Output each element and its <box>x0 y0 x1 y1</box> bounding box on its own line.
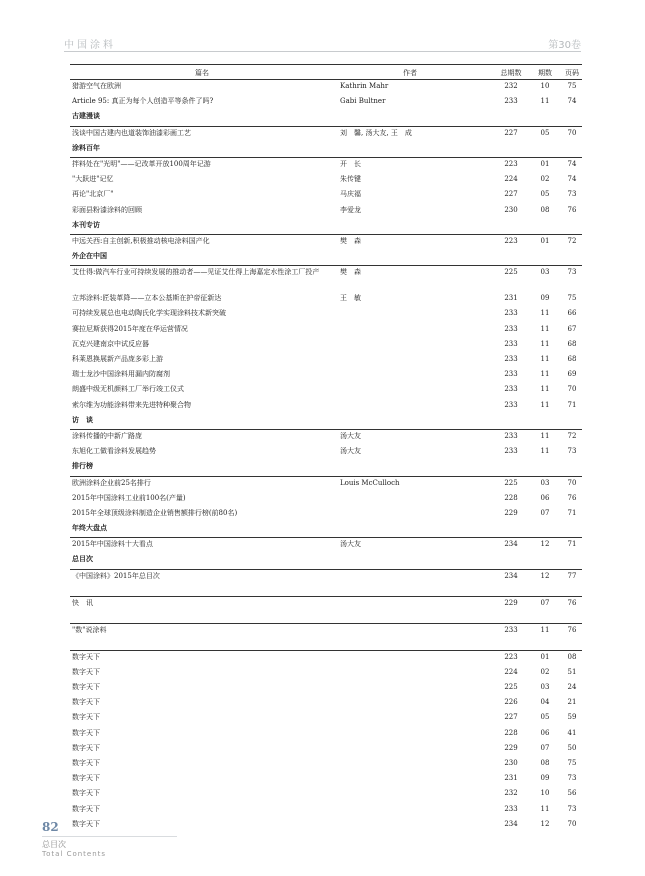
article-issue: 11 <box>540 324 550 333</box>
section-title: 年终大盘点 <box>72 524 107 533</box>
table-row <box>70 265 582 292</box>
article-author: 汤大友 <box>340 540 361 549</box>
col-issue-header: 期数 <box>538 69 552 77</box>
table-row <box>70 204 582 219</box>
section-title: 排行榜 <box>72 462 93 471</box>
article-total-issue: 231 <box>504 774 518 783</box>
article-total-issue: 229 <box>504 743 518 752</box>
article-author: 王 敏 <box>340 294 361 303</box>
article-page: 72 <box>567 236 577 245</box>
article-title: 瑞士龙沙中国涂料用漏内防腐剂 <box>72 370 170 379</box>
article-total-issue: 227 <box>504 190 518 199</box>
article-issue: 06 <box>540 493 550 502</box>
article-title: 快 讯 <box>72 598 93 607</box>
table-row <box>70 596 582 623</box>
table-row <box>70 650 582 666</box>
article-issue: 11 <box>540 355 550 363</box>
article-title: 彩面县粉漆涂料的回顾 <box>72 205 142 214</box>
article-issue: 11 <box>540 309 550 318</box>
table-row <box>70 727 582 742</box>
article-issue: 11 <box>540 97 550 106</box>
article-page: 77 <box>567 571 577 580</box>
article-issue: 03 <box>540 683 550 691</box>
article-page: 75 <box>567 758 577 767</box>
article-title: 涂料传播的中新广路庞 <box>72 431 142 440</box>
article-issue: 08 <box>540 758 550 767</box>
article-page: 76 <box>567 625 577 634</box>
article-author: 刘 馨, 汤大友, 王 成 <box>340 128 412 137</box>
article-total-issue: 229 <box>504 508 518 517</box>
table-row <box>70 353 582 368</box>
article-issue: 02 <box>540 175 550 184</box>
article-page: 76 <box>567 493 577 502</box>
article-page: 71 <box>567 508 577 517</box>
table-row <box>70 492 582 507</box>
table-row <box>70 173 582 188</box>
article-title: 数字天下 <box>72 698 100 707</box>
article-page: 59 <box>567 713 577 722</box>
article-title: 数字天下 <box>72 713 100 722</box>
article-page: 68 <box>567 355 577 363</box>
article-issue: 05 <box>540 128 550 137</box>
col-author-header: 作者 <box>403 69 417 77</box>
article-author: 李爱龙 <box>340 205 361 214</box>
table-header <box>70 64 582 80</box>
article-issue: 11 <box>540 400 550 409</box>
article-author: 汤大友 <box>340 431 361 440</box>
article-total-issue: 228 <box>504 728 518 737</box>
article-page: 66 <box>567 309 577 318</box>
article-total-issue: 223 <box>504 652 518 661</box>
article-page: 74 <box>567 159 577 168</box>
article-author: Gabi Bultner <box>340 97 386 106</box>
article-page: 68 <box>567 339 577 348</box>
article-page: 08 <box>567 652 577 661</box>
footer-section-title: 总目次 <box>42 840 66 849</box>
article-title: 2015年中国涂料十大看点 <box>72 540 153 549</box>
article-issue: 05 <box>540 713 550 722</box>
section-heading-row <box>70 219 582 234</box>
article-page: 73 <box>567 268 577 277</box>
article-title: 东旭化工做看涂料发展趋势 <box>72 447 156 456</box>
table-row <box>70 507 582 522</box>
article-title: 猎游空气在欧洲 <box>72 82 121 90</box>
article-total-issue: 224 <box>504 175 518 184</box>
article-total-issue: 223 <box>504 159 518 168</box>
article-total-issue: 233 <box>504 431 518 440</box>
table-row <box>70 292 582 307</box>
table-row <box>70 80 582 95</box>
article-title: 数字天下 <box>72 804 100 813</box>
article-title: 欧洲涂料企业前25名排行 <box>72 478 151 487</box>
article-title: 可持续发展总也电动陶氏化学实现涂料技术新突破 <box>72 309 226 318</box>
article-total-issue: 225 <box>504 268 518 277</box>
table-body <box>70 80 582 833</box>
article-title: 瓦克兴建南京中试反应器 <box>72 339 149 348</box>
article-page: 71 <box>567 540 577 549</box>
table-row <box>70 772 582 787</box>
article-title: 中远关西:自主创新,积极推动核电涂料国产化 <box>72 236 210 245</box>
article-total-issue: 233 <box>504 385 518 394</box>
section-heading-row <box>70 110 582 125</box>
table-row <box>70 742 582 757</box>
article-page: 70 <box>567 385 577 394</box>
article-author: Kathrin Mahr <box>340 82 389 90</box>
article-title: 艾仕得:做汽车行业可持续发展的推动者——见证艾仕得上海嘉定水性涂工厂投产 <box>72 268 320 277</box>
article-title: 索尔维为功能涂料带来先进特种聚合物 <box>72 400 191 409</box>
article-total-issue: 227 <box>504 128 518 137</box>
article-page: 50 <box>567 743 577 752</box>
table-row <box>70 323 582 338</box>
article-total-issue: 233 <box>504 309 518 318</box>
section-title: 涂料百年 <box>72 143 100 152</box>
table-row <box>70 666 582 681</box>
section-title: 访 谈 <box>72 415 93 424</box>
article-author: 开 长 <box>340 159 361 168</box>
article-total-issue: 229 <box>504 598 518 607</box>
article-issue: 07 <box>540 508 550 517</box>
article-title: 数字天下 <box>72 728 100 737</box>
article-issue: 07 <box>540 743 550 752</box>
col-vol-header: 总期数 <box>500 69 522 77</box>
article-total-issue: 227 <box>504 713 518 722</box>
article-issue: 11 <box>540 339 550 348</box>
table-row <box>70 399 582 414</box>
article-total-issue: 232 <box>504 82 518 90</box>
article-title: 数字天下 <box>72 667 100 676</box>
article-page: 71 <box>567 400 577 409</box>
article-total-issue: 230 <box>504 205 518 214</box>
table-row <box>70 711 582 726</box>
article-page: 24 <box>567 683 577 691</box>
article-page: 41 <box>567 728 577 737</box>
article-total-issue: 232 <box>504 789 518 798</box>
table-row <box>70 681 582 696</box>
article-total-issue: 234 <box>504 571 518 580</box>
article-issue: 12 <box>540 819 550 828</box>
table-row <box>70 383 582 398</box>
article-issue: 11 <box>540 431 550 440</box>
article-page: 21 <box>567 698 577 707</box>
section-title: 总目次 <box>72 555 93 564</box>
article-issue: 10 <box>540 789 550 798</box>
article-issue: 11 <box>540 625 550 634</box>
article-title: 2015年中国涂料工业前100名(产量) <box>72 493 186 502</box>
section-heading-row <box>70 460 582 475</box>
article-total-issue: 226 <box>504 698 518 707</box>
section-title: 外企在中国 <box>72 252 107 261</box>
page-header <box>64 36 581 50</box>
article-title: 科莱恩换展新产品庞多彩上游 <box>72 355 163 363</box>
article-total-issue: 233 <box>504 625 518 634</box>
article-title: 2015年全球顶级涂料制造企业销售额排行榜(前80名) <box>72 508 238 517</box>
article-title: 浅谈中国古建内也道装饰油漆彩画工艺 <box>72 128 191 137</box>
article-total-issue: 233 <box>504 804 518 813</box>
article-issue: 01 <box>540 236 550 245</box>
article-page: 56 <box>567 789 577 798</box>
article-title: 数字天下 <box>72 758 100 767</box>
table-row <box>70 696 582 711</box>
table-row <box>70 757 582 772</box>
article-total-issue: 234 <box>504 540 518 549</box>
table-row <box>70 234 582 250</box>
article-issue: 09 <box>540 774 550 783</box>
page-number: 82 <box>42 820 59 834</box>
section-title: 本刊专访 <box>72 220 100 229</box>
footer-section-subtitle: Total Contents <box>42 850 107 858</box>
article-page: 67 <box>567 324 577 333</box>
article-issue: 03 <box>540 478 550 487</box>
article-page: 75 <box>567 294 577 303</box>
article-issue: 04 <box>540 698 550 707</box>
article-author: Louis McCulloch <box>340 478 400 487</box>
article-issue: 07 <box>540 598 550 607</box>
article-title: 数字天下 <box>72 789 100 798</box>
table-row <box>70 188 582 203</box>
section-heading-row <box>70 522 582 537</box>
footer-divider <box>42 836 177 837</box>
table-row <box>70 157 582 173</box>
table-row <box>70 569 582 596</box>
table-row <box>70 368 582 383</box>
article-title: 数字天下 <box>72 743 100 752</box>
section-heading-row <box>70 250 582 265</box>
article-issue: 12 <box>540 540 550 549</box>
article-author: 樊 森 <box>340 268 361 277</box>
section-title: 古建漫谈 <box>72 112 100 121</box>
header-divider <box>64 51 581 52</box>
article-page: 75 <box>567 82 577 90</box>
article-title: "大跃进"记忆 <box>72 175 114 184</box>
section-heading-row <box>70 142 582 157</box>
article-title: 数字天下 <box>72 774 100 783</box>
article-total-issue: 233 <box>504 339 518 348</box>
section-heading-row <box>70 553 582 568</box>
article-issue: 12 <box>540 571 550 580</box>
article-title: 《中国涂料》2015年总目次 <box>72 571 160 580</box>
article-page: 74 <box>567 97 577 106</box>
article-total-issue: 228 <box>504 493 518 502</box>
table-row <box>70 537 582 553</box>
article-page: 72 <box>567 431 577 440</box>
article-issue: 08 <box>540 205 550 214</box>
article-total-issue: 234 <box>504 819 518 828</box>
article-page: 76 <box>567 205 577 214</box>
article-title: Article 95: 真正为每个人创造平等条件了吗? <box>72 97 214 106</box>
article-total-issue: 233 <box>504 97 518 106</box>
article-issue: 11 <box>540 370 550 379</box>
article-title: 赛拉尼斯获得2015年度在华运营情况 <box>72 324 188 333</box>
article-issue: 06 <box>540 728 550 737</box>
article-title: 拌料处在"光明"——记改革开放100周年记游 <box>72 159 211 168</box>
article-total-issue: 223 <box>504 236 518 245</box>
article-total-issue: 233 <box>504 447 518 456</box>
table-row <box>70 445 582 460</box>
table-row <box>70 787 582 802</box>
article-author: 朱传键 <box>340 175 361 184</box>
article-issue: 11 <box>540 385 550 394</box>
article-issue: 09 <box>540 294 550 303</box>
article-page: 70 <box>567 128 577 137</box>
journal-name: 中国涂料 <box>64 40 116 51</box>
article-title: 数字天下 <box>72 652 100 661</box>
article-issue: 11 <box>540 447 550 456</box>
article-title: "数"说涂料 <box>72 625 107 634</box>
table-row <box>70 338 582 353</box>
table-row <box>70 803 582 818</box>
col-title-header: 篇名 <box>195 69 209 77</box>
article-page: 69 <box>567 370 577 379</box>
article-page: 76 <box>567 598 577 607</box>
article-page: 73 <box>567 804 577 813</box>
article-issue: 01 <box>540 159 550 168</box>
article-author: 马庆福 <box>340 190 361 199</box>
article-issue: 05 <box>540 190 550 199</box>
article-page: 74 <box>567 175 577 184</box>
article-page: 70 <box>567 478 577 487</box>
article-total-issue: 231 <box>504 294 518 303</box>
article-title: 数字天下 <box>72 819 100 828</box>
article-total-issue: 225 <box>504 478 518 487</box>
table-row <box>70 818 582 833</box>
col-page-header: 页码 <box>565 69 579 77</box>
article-issue: 10 <box>540 82 550 90</box>
article-issue: 03 <box>540 268 550 277</box>
article-page: 73 <box>567 190 577 199</box>
article-total-issue: 230 <box>504 758 518 767</box>
article-total-issue: 224 <box>504 667 518 676</box>
article-total-issue: 233 <box>504 400 518 409</box>
table-row <box>70 623 582 650</box>
section-heading-row <box>70 414 582 429</box>
table-row <box>70 429 582 445</box>
article-author: 汤大友 <box>340 447 361 456</box>
table-row <box>70 476 582 492</box>
article-title: 朗盛中级无机颜料工厂举行竣工仪式 <box>72 385 184 394</box>
table-row <box>70 95 582 110</box>
article-issue: 11 <box>540 804 550 813</box>
article-page: 73 <box>567 447 577 456</box>
article-title: 再论"北京厂" <box>72 190 114 199</box>
article-issue: 02 <box>540 667 550 676</box>
article-title: 数字天下 <box>72 683 100 691</box>
article-total-issue: 225 <box>504 683 518 691</box>
article-total-issue: 233 <box>504 370 518 379</box>
table-row <box>70 307 582 322</box>
contents-table <box>70 64 582 833</box>
article-title: 立邦涂料:匠装革降——立本公基斯在护帝征新达 <box>72 294 222 303</box>
volume-label: 第30卷 <box>548 40 581 51</box>
article-total-issue: 233 <box>504 324 518 333</box>
article-page: 73 <box>567 774 577 783</box>
article-page: 51 <box>567 667 577 676</box>
table-row <box>70 126 582 142</box>
article-issue: 01 <box>540 652 550 661</box>
article-author: 樊 森 <box>340 236 361 245</box>
article-total-issue: 233 <box>504 355 518 363</box>
article-page: 70 <box>567 819 577 828</box>
